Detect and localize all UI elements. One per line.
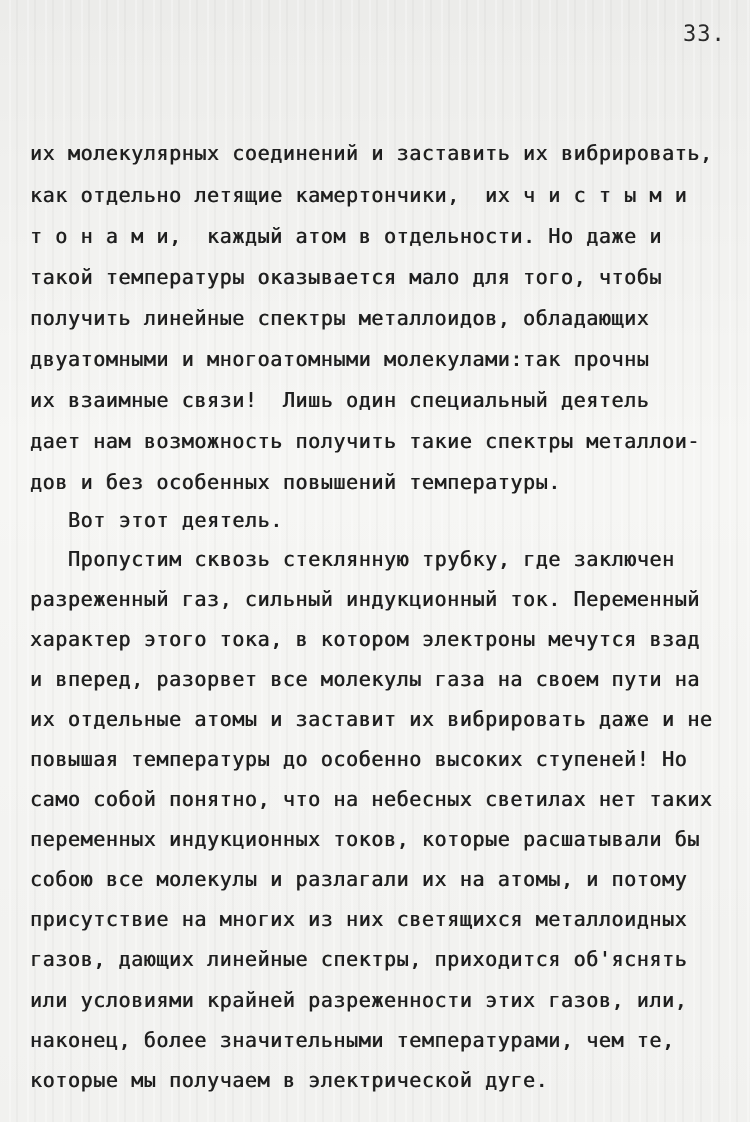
text-line: их взаимные связи! Лишь один специальный деятель [30, 388, 650, 412]
text-line: наконец, более значительными температурами, чем те, [30, 1028, 675, 1052]
text-line: разреженный газ, сильный индукционный ток. Переменный [30, 587, 700, 611]
text-line: двуатомными и многоатомными молекулами:так прочны [30, 347, 650, 371]
text-line: их молекулярных соединений и заставить их вибрировать, [30, 141, 713, 165]
text-line: которые мы получаем в электрической дуге. [30, 1068, 549, 1092]
text-line: или условиями крайней разреженности этих газов, или, [30, 988, 688, 1012]
text-line: газов, дающих линейные спектры, приходится об'яснять [30, 947, 688, 971]
text-line: дов и без особенных повышений температуры. [30, 470, 561, 494]
text-line: и вперед, разорвет все молекулы газа на своем пути на [30, 667, 700, 691]
text-line: т о н а м и, каждый атом в отдельности. Но даже и [30, 224, 663, 248]
text-line: Вот этот деятель. [68, 508, 283, 532]
text-line: присутствие на многих из них светящихся металлоидных [30, 907, 688, 931]
text-line: их отдельные атомы и заставит их вибрировать даже и не [30, 707, 713, 731]
text-line: Пропустим сквозь стеклянную трубку, где заключен [68, 547, 675, 571]
text-line: повышая температуры до особенно высоких ступеней! Но [30, 747, 688, 771]
text-line: как отдельно летящие камертончики, их ч и с т ы м и [30, 183, 688, 207]
text-line: характер этого тока, в котором электроны мечутся взад [30, 627, 700, 651]
text-line: собою все молекулы и разлагали их на атомы, и потому [30, 867, 688, 891]
text-line: такой температуры оказывается мало для того, чтобы [30, 265, 663, 289]
page-number: 33. [683, 22, 726, 47]
text-line: само собой понятно, что на небесных светилах нет таких [30, 787, 713, 811]
text-line: переменных индукционных токов, которые расшатывали бы [30, 827, 700, 851]
text-line: получить линейные спектры металлоидов, обладающих [30, 306, 650, 330]
text-line: дает нам возможность получить такие спектры металлои- [30, 429, 700, 453]
